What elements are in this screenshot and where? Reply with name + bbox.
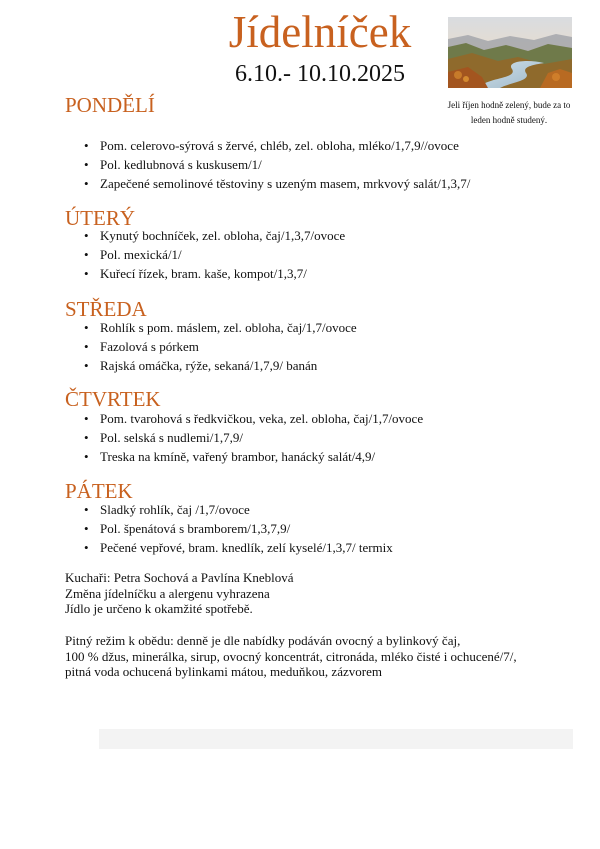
drinks-line: pitná voda ochucená bylinkami mátou, meduňkou, zázvorem: [65, 664, 382, 680]
menu-list-thursday: [100, 409, 423, 466]
list-item: • Rohlík s pom. máslem, zel. obloha, čaj/1,7/ovoce: [100, 318, 357, 337]
day-heading-wednesday: STŘEDA: [65, 297, 147, 321]
day-heading-thursday: ČTVRTEK: [65, 387, 161, 411]
list-item: • Treska na kmíně, vařený brambor, hanácký salát/4,9/: [100, 447, 423, 466]
list-item: • Pom. celerovo-sýrová s žervé, chléb, zel. obloha, mléko/1,7,9//ovoce: [100, 136, 470, 155]
list-item: • Kuřecí řízek, bram. kaše, kompot/1,3,7/: [100, 264, 345, 283]
menu-list-tuesday: [100, 226, 345, 283]
menu-list-friday: [100, 500, 393, 557]
day-heading-monday: PONDĚLÍ: [65, 93, 155, 117]
list-item: • Zapečené semolinové těstoviny s uzeným masem, mrkvový salát/1,3,7/: [100, 174, 470, 193]
proverb-caption: [418, 98, 600, 128]
day-heading-friday: PÁTEK: [65, 479, 133, 503]
page-title: Jídelníček: [228, 7, 412, 57]
list-item: • Pol. kedlubnová s kuskusem/1/: [100, 155, 470, 174]
list-item: • Sladký rohlík, čaj /1,7/ovoce: [100, 500, 393, 519]
menu-list-monday: [100, 136, 470, 193]
menu-list-wednesday: [100, 318, 357, 375]
caption-line: leden hodně studený.: [470, 115, 548, 125]
empty-footer-box: [99, 729, 573, 749]
list-item: • Kynutý bochníček, zel. obloha, čaj/1,3,7/ovoce: [100, 226, 345, 245]
caption-line: Jeli říjen hodně zelený, bude za to: [447, 100, 571, 110]
list-item: • Pol. špenátová s bramborem/1,3,7,9/: [100, 519, 393, 538]
cooks-line: Kuchaři: Petra Sochová a Pavlína Kneblová: [65, 570, 294, 585]
notes-block: [65, 570, 294, 617]
date-range: 6.10.- 10.10.2025: [235, 61, 405, 87]
drinks-line: 100 % džus, minerálka, sirup, ovocný koncentrát, citronáda, mléko čisté i ochucené/7/,: [65, 648, 517, 664]
list-item: • Pečené vepřové, bram. knedlík, zelí kyselé/1,3,7/ termix: [100, 538, 393, 557]
list-item: • Pom. tvarohová s ředkvičkou, veka, zel. obloha, čaj/1,7/ovoce: [100, 409, 423, 428]
list-item: • Rajská omáčka, rýže, sekaná/1,7,9/ banán: [100, 356, 357, 375]
consumption-notice: Jídlo je určeno k okamžité spotřebě.: [65, 601, 253, 617]
list-item: • Pol. selská s nudlemi/1,7,9/: [100, 428, 423, 447]
drinks-block: [65, 633, 517, 680]
change-notice: Změna jídelníčku a alergenu vyhrazena: [65, 585, 270, 601]
list-item: • Pol. mexická/1/: [100, 245, 345, 264]
autumn-landscape-image: [448, 17, 572, 88]
drinks-line: Pitný režim k obědu: denně je dle nabídky podáván ovocný a bylinkový čaj,: [65, 633, 461, 648]
day-heading-tuesday: ÚTERÝ: [65, 206, 135, 230]
list-item: • Fazolová s pórkem: [100, 337, 357, 356]
